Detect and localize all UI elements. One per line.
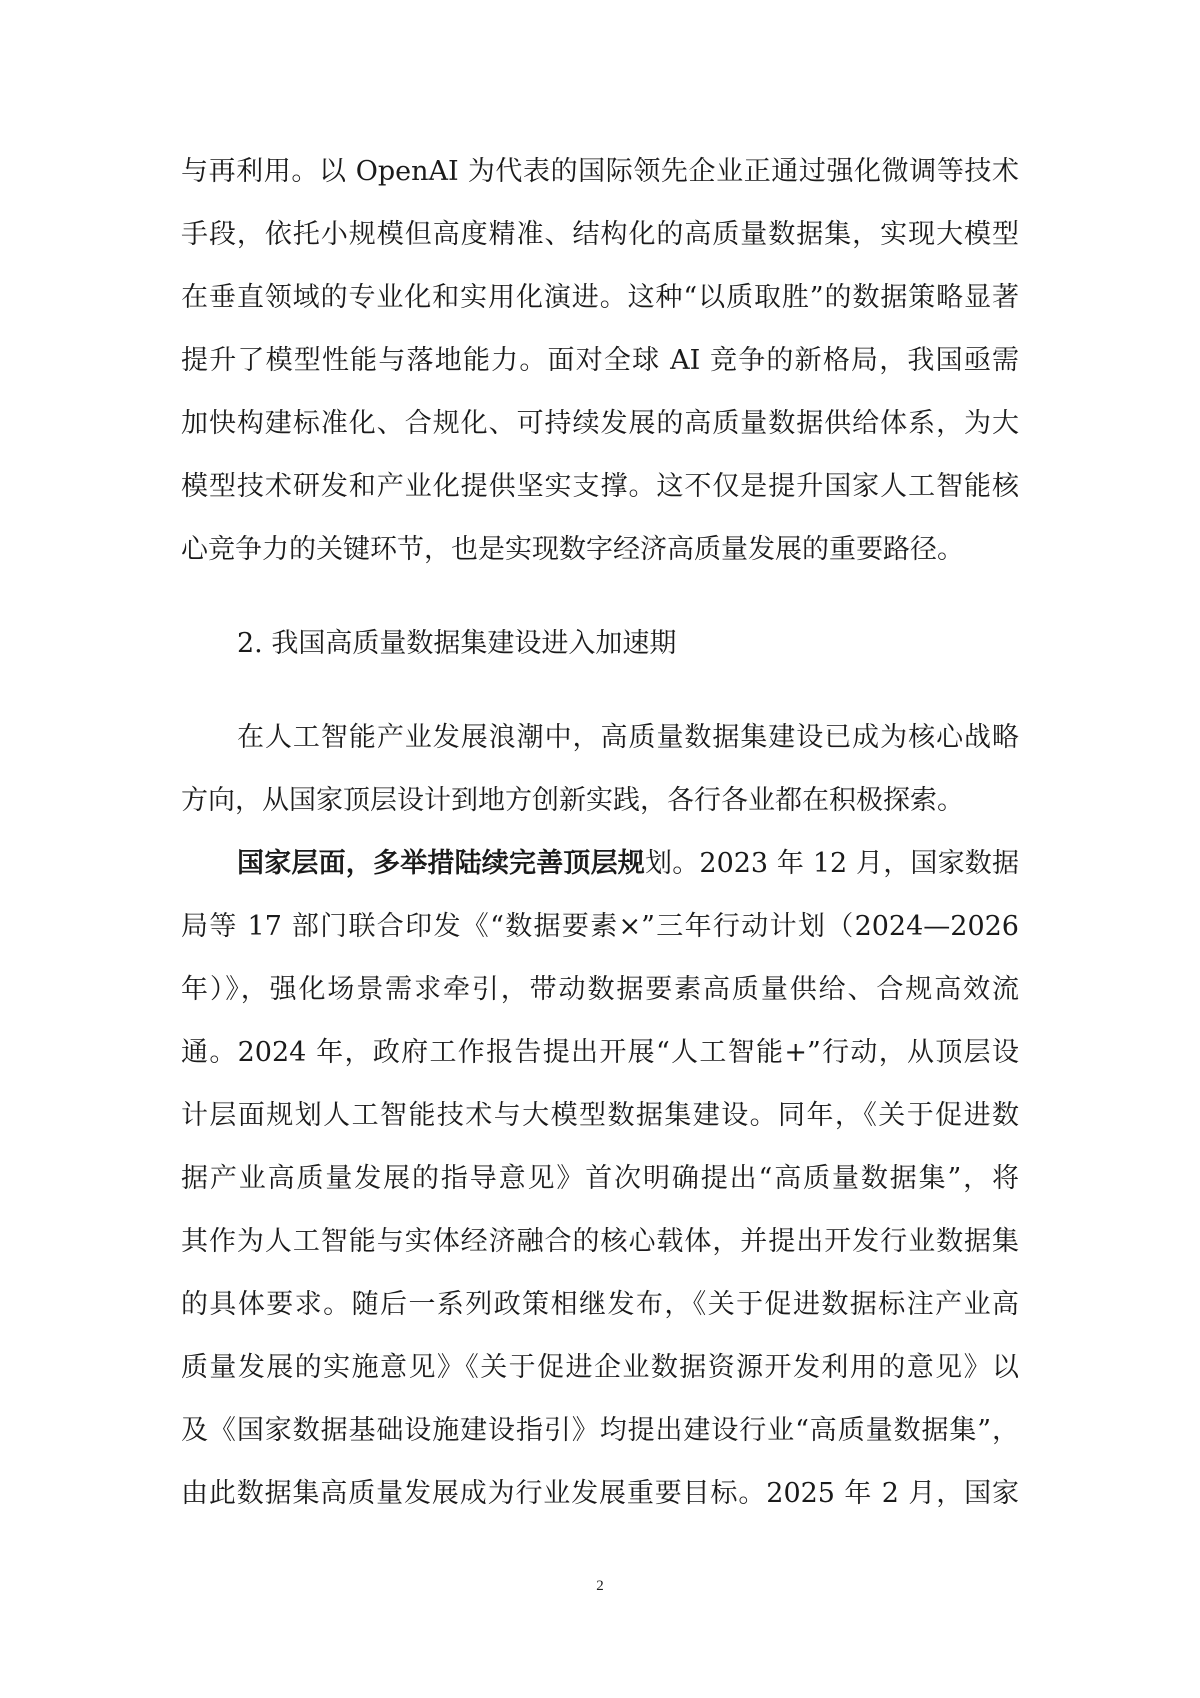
text-line: 提升了模型性能与落地能力。面对全球 AI 竞争的新格局，我国亟需 [181,345,1019,376]
text-line: 手段，依托小规模但高度精准、结构化的高质量数据集，实现大模型 [181,219,1019,250]
text-line: 年）》，强化场景需求牵引，带动数据要素高质量供给、合规高效流 [181,974,1019,1005]
text-segment: 。2023 年 12 月，国家数据 [672,848,1019,879]
text-line: 方向，从国家顶层设计到地方创新实践，各行各业都在积极探索。 [181,785,964,816]
text-line: 的具体要求。随后一系列政策相继发布，《关于促进数据标注产业高 [181,1289,1019,1320]
paragraph-gap [181,581,1019,612]
page-number: 2 [596,1578,604,1594]
text-line: 其作为人工智能与实体经济融合的核心载体，并提出开发行业数据集 [181,1226,1019,1257]
paragraph-gap [181,675,1019,706]
page-body [181,140,1019,1525]
text-line: 局等 17 部门联合印发《“数据要素×”三年行动计划（2024—2026 [181,911,1019,942]
section-heading: 2. 我国高质量数据集建设进入加速期 [237,628,677,659]
text-line: 在人工智能产业发展浪潮中，高质量数据集建设已成为核心战略 [237,722,1019,753]
text-line: 模型技术研发和产业化提供坚实支撑。这不仅是提升国家人工智能核 [181,471,1019,502]
text-line: 与再利用。以 OpenAI 为代表的国际领先企业正通过强化微调等技术 [181,156,1019,187]
paragraph-lead-line [181,832,1019,895]
text-line: 通。2024 年，政府工作报告提出开展“人工智能+”行动，从顶层设 [181,1037,1019,1068]
bold-lead-tail: 划 [644,848,673,879]
text-line: 在垂直领域的专业化和实用化演进。这种“以质取胜”的数据策略显著 [181,282,1019,313]
text-line: 质量发展的实施意见》《关于促进企业数据资源开发利用的意见》以 [181,1352,1019,1383]
text-line: 心竞争力的关键环节，也是实现数字经济高质量发展的重要路径。 [181,534,964,565]
text-line: 由此数据集高质量发展成为行业发展重要目标。2025 年 2 月，国家 [181,1478,1019,1509]
text-line: 据产业高质量发展的指导意见》首次明确提出“高质量数据集”，将 [181,1163,1019,1194]
text-line: 加快构建标准化、合规化、可持续发展的高质量数据供给体系，为大 [181,408,1019,439]
text-line: 及《国家数据基础设施建设指引》均提出建设行业“高质量数据集”， [181,1415,1019,1446]
text-line: 计层面规划人工智能技术与大模型数据集建设。同年，《关于促进数 [181,1100,1019,1131]
bold-lead: 国家层面，多举措陆续完善顶层规 [237,848,645,879]
